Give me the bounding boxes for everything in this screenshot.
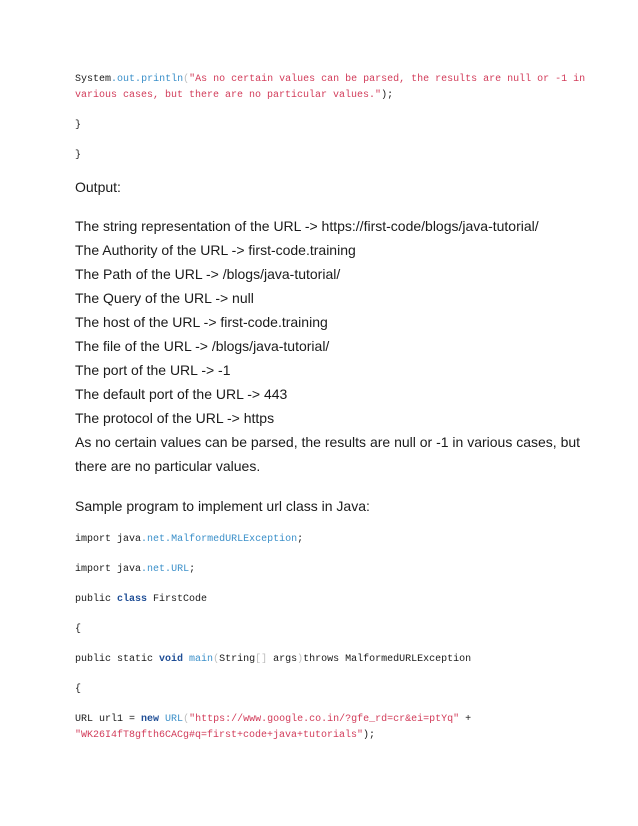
output-line: The default port of the URL -> 443 [75, 386, 288, 402]
output-heading: Output: [75, 179, 121, 195]
output-line: The port of the URL -> -1 [75, 362, 231, 378]
code-import-2 [75, 562, 195, 578]
code-token: import java [75, 564, 142, 575]
output-line: The Path of the URL -> /blogs/java-tutorial/ [75, 266, 341, 282]
output-line: The protocol of the URL -> https [75, 410, 275, 426]
code-token: throws MalformedURLException [303, 654, 472, 665]
code-token: ); [381, 90, 394, 101]
code-string: "https://www.google.co.in/?gfe_rd=cr&ei=ptYq" [189, 714, 460, 725]
code-token: . [111, 74, 118, 85]
code-token: . [165, 564, 172, 575]
code-class-decl [75, 592, 207, 608]
code-token: import java [75, 534, 142, 545]
code-token: main [189, 654, 214, 665]
code-token: . [135, 74, 142, 85]
code-token: net [147, 534, 166, 545]
code-token: ( [183, 714, 190, 725]
code-token: . [165, 534, 172, 545]
output-line: The string representation of the URL -> https://first-code/blogs/java-tutorial/ [75, 218, 539, 234]
output-line: The Query of the URL -> null [75, 290, 254, 306]
code-token: public static [75, 654, 160, 665]
code-token: ( [213, 654, 220, 665]
output-line: As no certain values can be parsed, the results are null or -1 in various cases, but [75, 434, 581, 450]
code-token: ; [297, 534, 304, 545]
code-brace-close-1: } [75, 120, 82, 131]
code-token: [] [255, 654, 268, 665]
code-token: ; [189, 564, 196, 575]
code-brace-open-1: { [75, 624, 82, 635]
code-url-line-2 [75, 728, 375, 744]
code-keyword: new [141, 714, 160, 725]
code-token: + [459, 714, 472, 725]
code-token: out [117, 74, 136, 85]
output-line: The host of the URL -> first-code.training [75, 314, 328, 330]
code-string: various cases, but there are no particular values." [75, 90, 382, 101]
code-string: "As no certain values can be parsed, the results are null or -1 in [189, 74, 586, 85]
code-token: ); [363, 730, 376, 741]
code-keyword: class [117, 594, 148, 605]
code-token: URL [171, 564, 190, 575]
code-token: . [141, 564, 148, 575]
code-token: println [141, 74, 184, 85]
code-token: public [75, 594, 118, 605]
code-token: MalformedURLException [171, 534, 298, 545]
code-url-line-1 [75, 712, 471, 728]
code-token: args [267, 654, 298, 665]
code-string: "WK26I4fT8gfth6CACg#q=first+code+java+tutorials" [75, 730, 364, 741]
code-token: FirstCode [147, 594, 208, 605]
code-import-1 [75, 532, 303, 548]
code-main-decl [75, 652, 471, 668]
code-keyword: void [159, 654, 184, 665]
code-token: . [141, 534, 148, 545]
output-line: there are no particular values. [75, 458, 261, 474]
code-println-line-1 [75, 72, 585, 88]
code-token: URL url1 = [75, 714, 142, 725]
code-token: URL [165, 714, 184, 725]
code-token: net [147, 564, 166, 575]
output-line: The file of the URL -> /blogs/java-tutorial/ [75, 338, 330, 354]
code-token: ) [297, 654, 304, 665]
code-println-line-2 [75, 88, 393, 104]
code-token: System [75, 74, 112, 85]
sample-heading: Sample program to implement url class in Java: [75, 498, 370, 514]
code-token: ( [183, 74, 190, 85]
code-brace-close-2: } [75, 150, 82, 161]
code-token: String [219, 654, 256, 665]
code-brace-open-2: { [75, 684, 82, 695]
output-line: The Authority of the URL -> first-code.training [75, 242, 356, 258]
